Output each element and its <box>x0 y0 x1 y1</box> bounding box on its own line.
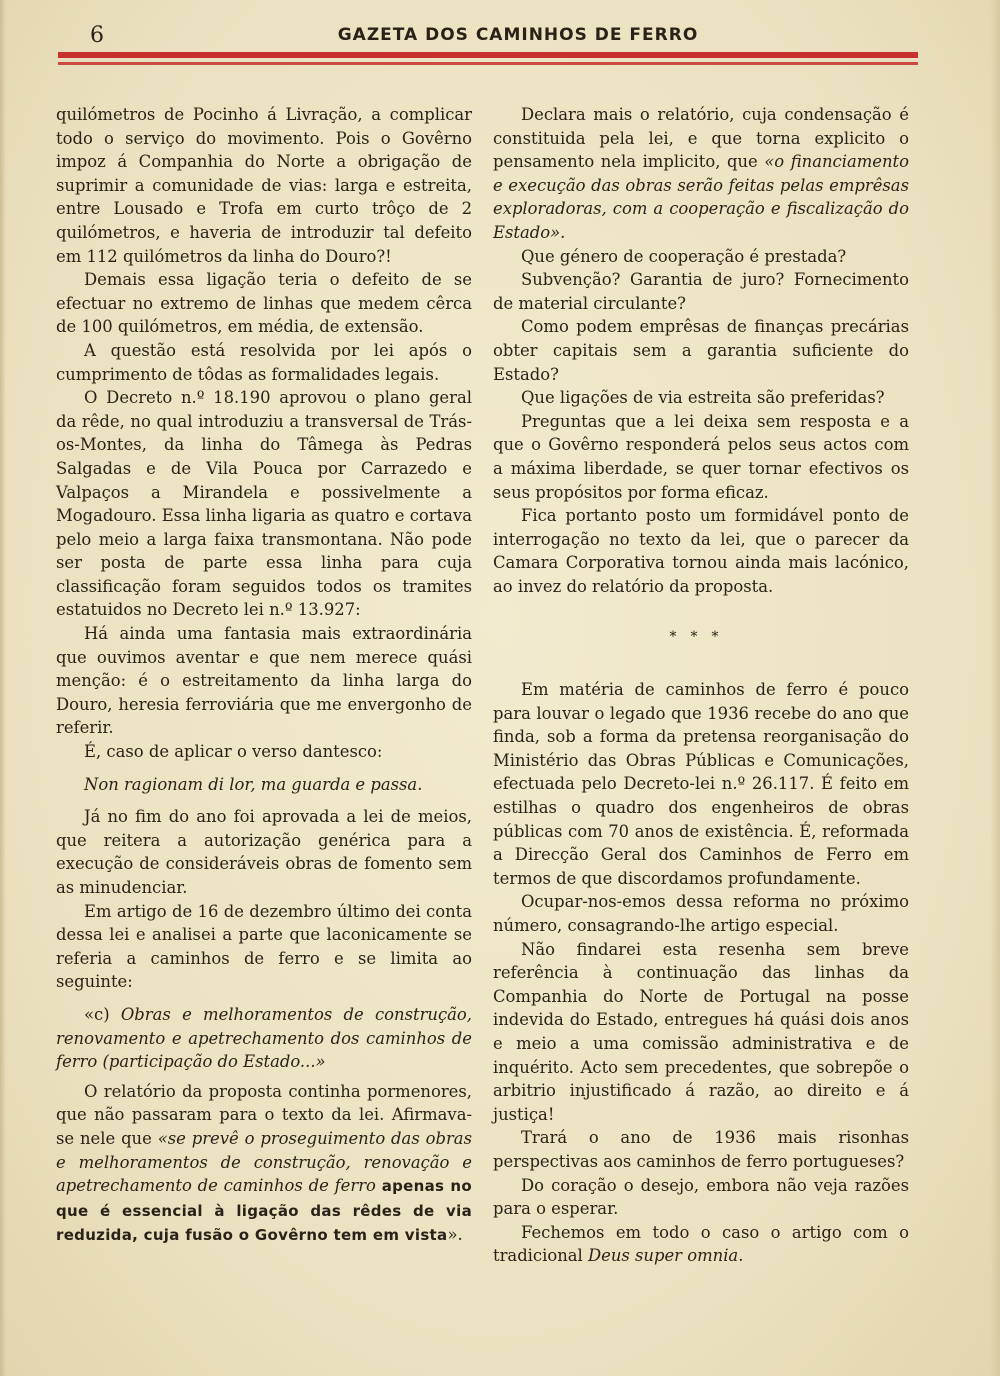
section-separator: *** <box>669 629 733 646</box>
paragraph: Em artigo de 16 de dezembro último dei conta dessa lei e analisei a parte que laconicamente se referia a caminhos de ferro e se limita ao seguinte: <box>56 901 472 992</box>
page-edge-left <box>0 0 6 1376</box>
emphasized-text: apenas no que é essencial à ligação das rêdes de via reduzida, cuja fusão o Govêrno tem em vista <box>56 1177 472 1245</box>
paragraph: Que ligações de via estreita são preferidas? <box>521 388 885 408</box>
paragraph: Demais essa ligação teria o defeito de se efectuar no extremo de linhas que medem cêrca de 100 quilómetros, em média, de extensão. <box>56 270 472 337</box>
paragraph: Fica portanto posto um formidável ponto de interrogação no texto da lei, que o parecer da Camara Corporativa tornou ainda mais lacónico, ao invez do relatório da proposta. <box>493 506 909 596</box>
paragraph: Do coração o desejo, embora não veja razões para o esperar. <box>493 1175 909 1219</box>
header-rule-thin <box>58 62 918 65</box>
quoted-report-text: «se prevê o proseguimento das obras e melhoramentos de construção, renovação e apetrechamento de caminhos de ferro <box>56 1128 472 1196</box>
quote-open: «c) <box>84 1004 121 1024</box>
paragraph: Já no fim do ano foi aprovada a lei de meios, que reitera a autorização genérica para a execução de consideráveis obras de fomento sem as minudenciar. <box>56 807 472 897</box>
page-header <box>58 18 918 64</box>
paragraph <box>493 103 909 245</box>
left-column <box>56 103 472 1248</box>
paragraph-end: ». <box>447 1225 463 1245</box>
paragraph: A questão está resolvida por lei após o cumprimento de tôdas as formalidades legais. <box>56 340 472 384</box>
paragraph: Subvenção? Garantia de juro? Fornecimento de material circulante? <box>493 270 909 313</box>
paragraph: Ocupar-nos-emos dessa reforma no próximo número, consagrando-lhe artigo especial. <box>493 892 909 935</box>
paragraph-text: Declara mais o relatório, cuja condensação é constituida pela lei, e que torna explicito o pensamento nela implicito, que <box>493 105 909 172</box>
paragraph: Não findarei esta resenha sem breve referência à continuação das linhas da Companhia do Norte de Portugal na posse indevida do Estado, entregues há quási dois anos e meio a uma comissão administrativa e de inquérito. Acto sem precedentes, que sobrepõe o arbitrio injustificado á razão, ao direito e á justiça! <box>493 939 909 1124</box>
quote-text: Obras e melhoramentos de construção, renovamento e apetrechamento dos caminhos de ferro (participação do Estado...» <box>56 1004 472 1072</box>
paragraph: Em matéria de caminhos de ferro é pouco para louvar o legado que 1936 recebe do ano que finda, sob a forma da pretensa reorganisação do Ministério das Obras Públicas e Comunicações, efectuada pelo Decreto-lei n.º 26.117. É feito em estilhas o quadro dos engenheiros de obras públicas com 70 anos de existência. É, reformada a Direcção Geral dos Caminhos de Ferro em termos de que discordamos profundamente. <box>493 680 909 888</box>
paragraph: Trará o ano de 1936 mais risonhas perspectivas aos caminhos de ferro portugueses? <box>493 1128 909 1171</box>
paragraph <box>56 1080 472 1248</box>
paragraph: Que género de cooperação é prestada? <box>521 246 847 266</box>
paragraph <box>493 1221 909 1268</box>
paragraph-text: Fechemos em todo o caso o artigo com o tradicional <box>493 1222 909 1266</box>
paragraph: É, caso de aplicar o verso dantesco: <box>84 742 383 762</box>
latin-phrase: Deus super omnia <box>588 1246 739 1266</box>
page-number: 6 <box>90 23 104 48</box>
paragraph: O Decreto n.º 18.190 aprovou o plano geral da rêde, no qual introduziu a transversal de Trás-os-Montes, da linha do Tâmega às Pedras Salgadas e de Vila Pouca por Carrazedo e Valpaços a Mirandela e possivelmente a Mogadouro. Essa linha ligaria as quatro e cortava pelo meio a larga faixa transmontana. Não pode ser posta de parte essa linha para cuja classificação foram seguidos todos os tramites estatuidos no Decreto lei n.º 13.927: <box>56 388 472 620</box>
right-column <box>493 103 909 1268</box>
law-quote <box>56 1003 472 1074</box>
verse-quote: Non ragionam di lor, ma guarda e passa. <box>84 774 423 794</box>
header-rule <box>58 52 918 58</box>
paragraph: Como podem emprêsas de finanças precárias obter capitais sem a garantia suficiente do Estado? <box>493 317 909 384</box>
journal-title: GAZETA DOS CAMINHOS DE FERRO <box>337 25 699 45</box>
paragraph-text: O relatório da proposta continha pormenores, que não passaram para o texto da lei. Afirmava-se nele que <box>56 1081 472 1148</box>
paragraph: Preguntas que a lei deixa sem resposta e a que o Govêrno responderá pelos seus actos com a máxima liberdade, se quer tornar efectivos os seus propósitos por forma eficaz. <box>493 411 909 502</box>
paragraph-end: . <box>738 1246 744 1266</box>
page-edge-right <box>990 0 1000 1376</box>
quoted-report-text: «o financiamento e execução das obras serão feitas pelas emprêsas exploradoras, com a cooperação e fiscalização do Estado». <box>493 152 909 242</box>
paragraph: quilómetros de Pocinho á Livração, a complicar todo o serviço do movimento. Pois o Govêrno impoz á Companhia do Norte a obrigação de suprimir a comunidade de vias: larga e estreita, entre Lousado e Trofa em curto trôço de 2 quilómetros, e haveria de introduzir tal defeito em 112 quilómetros da linha do Douro?! <box>56 105 472 266</box>
paragraph: Há ainda uma fantasia mais extraordinária que ouvimos aventar e que nem merece quási menção: é o estreitamento da linha larga do Douro, heresia ferroviária que me envergonho de referir. <box>56 624 472 738</box>
